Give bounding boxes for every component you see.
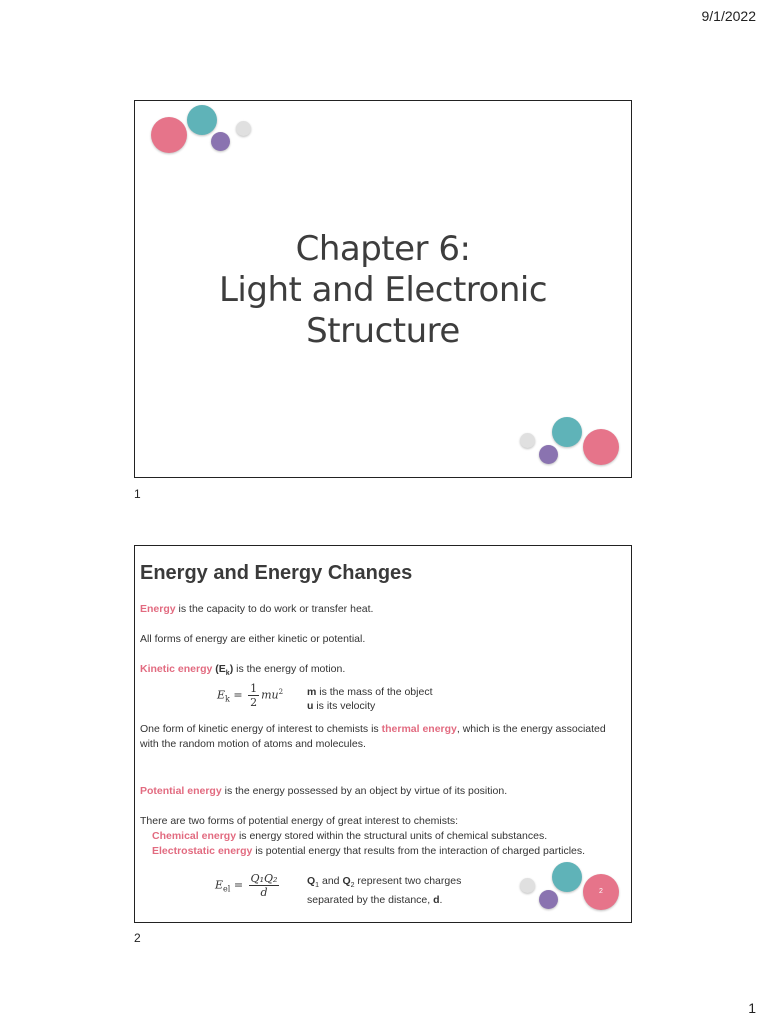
- var-q2-sub: 2: [350, 882, 355, 890]
- potential-forms-intro: There are two forms of potential energy of great interest to chemists:: [140, 815, 459, 827]
- eq-equals: =: [229, 688, 247, 702]
- gray-circle-decoration: [520, 433, 535, 448]
- note-text: separated by the distance,: [307, 894, 434, 907]
- kinetic-energy-definition: [140, 662, 611, 681]
- kinetic-equation-notes: [307, 685, 433, 713]
- var-q2: Q: [342, 875, 351, 887]
- purple-circle-decoration: [539, 890, 558, 909]
- purple-circle-decoration: [539, 445, 558, 464]
- text: is the capacity to do work or transfer heat.: [175, 603, 374, 615]
- eq-equals: =: [230, 878, 247, 892]
- text: is the energy possessed by an object by virtue of its position.: [221, 785, 508, 797]
- gray-circle-decoration: [236, 121, 251, 136]
- teal-circle-decoration: [552, 862, 582, 892]
- var-m: m: [307, 686, 317, 698]
- slide-1: [134, 100, 632, 478]
- eq-lhs: E: [215, 878, 224, 892]
- thermal-energy-paragraph: [140, 722, 611, 752]
- slide-number-badge: 2: [583, 874, 619, 910]
- electrostatic-energy-item: [140, 844, 611, 859]
- slide-2: [134, 545, 632, 923]
- teal-circle-decoration: [552, 417, 582, 447]
- text: One form of kinetic energy of interest to chemists is: [140, 723, 382, 735]
- pink-circle-decoration: [151, 117, 187, 153]
- text: is potential energy that results from the interaction of charged particles.: [252, 845, 586, 857]
- symbol-close: ): [229, 663, 234, 675]
- term-electrostatic-energy: Electrostatic energy: [152, 845, 253, 857]
- text: , which is the energy associated with the random motion of atoms and molecules.: [140, 723, 606, 750]
- term-chemical-energy: Chemical energy: [152, 830, 237, 842]
- note-text: is its velocity: [313, 700, 376, 712]
- var-q1-sub: 1: [315, 882, 320, 890]
- text: is energy stored within the structural units of chemical substances.: [236, 830, 548, 842]
- electrostatic-equation-notes: [307, 874, 461, 907]
- eq-lhs-sub: k: [225, 694, 230, 704]
- pink-circle-decoration: [583, 429, 619, 465]
- chemical-energy-item: [140, 829, 611, 844]
- eq-denominator: d: [260, 886, 268, 899]
- kinetic-energy-equation: [217, 682, 283, 709]
- page-number: 1: [748, 1000, 756, 1016]
- eq-lhs-sub: el: [223, 884, 231, 894]
- term-thermal-energy: thermal energy: [381, 723, 457, 735]
- purple-circle-decoration: [211, 132, 230, 151]
- energy-forms: All forms of energy are either kinetic or potential.: [140, 633, 366, 645]
- teal-circle-decoration: [187, 105, 217, 135]
- eq-denominator: 2: [250, 696, 258, 709]
- term-potential-energy: Potential energy: [140, 785, 222, 797]
- term-energy: Energy: [140, 603, 176, 615]
- eq-lhs: E: [217, 688, 226, 702]
- slide-1-title: [135, 229, 631, 352]
- slide-2-title: Energy and Energy Changes: [140, 562, 413, 584]
- note-text: .: [439, 894, 443, 907]
- title-line-1: Chapter 6:: [295, 229, 471, 269]
- note-text: is the mass of the object: [316, 686, 433, 698]
- gray-circle-decoration: [520, 878, 535, 893]
- symbol: (E: [212, 663, 226, 675]
- header-date: 9/1/2022: [701, 8, 756, 24]
- slide-number: 1: [134, 487, 141, 501]
- electrostatic-energy-equation: [215, 872, 281, 899]
- note-text: represent two charges: [354, 875, 462, 887]
- slide-number: 2: [134, 931, 141, 945]
- title-line-2: Light and Electronic: [218, 270, 548, 310]
- eq-numerator: Q₁Q₂: [250, 872, 278, 885]
- potential-energy-definition: [140, 784, 611, 799]
- title-line-3: Structure: [306, 311, 460, 351]
- var-u: u: [307, 700, 314, 712]
- text: is the energy of motion.: [233, 663, 346, 675]
- var-q1: Q: [307, 875, 316, 887]
- eq-numerator: 1: [250, 682, 258, 695]
- symbol-sub: k: [225, 670, 230, 678]
- eq-rest: mu: [261, 688, 279, 702]
- term-kinetic-energy: Kinetic energy: [140, 663, 213, 675]
- eq-sup: 2: [278, 687, 284, 696]
- energy-definition: [140, 602, 611, 617]
- var-d: d: [433, 894, 440, 907]
- note-text: and: [319, 875, 343, 887]
